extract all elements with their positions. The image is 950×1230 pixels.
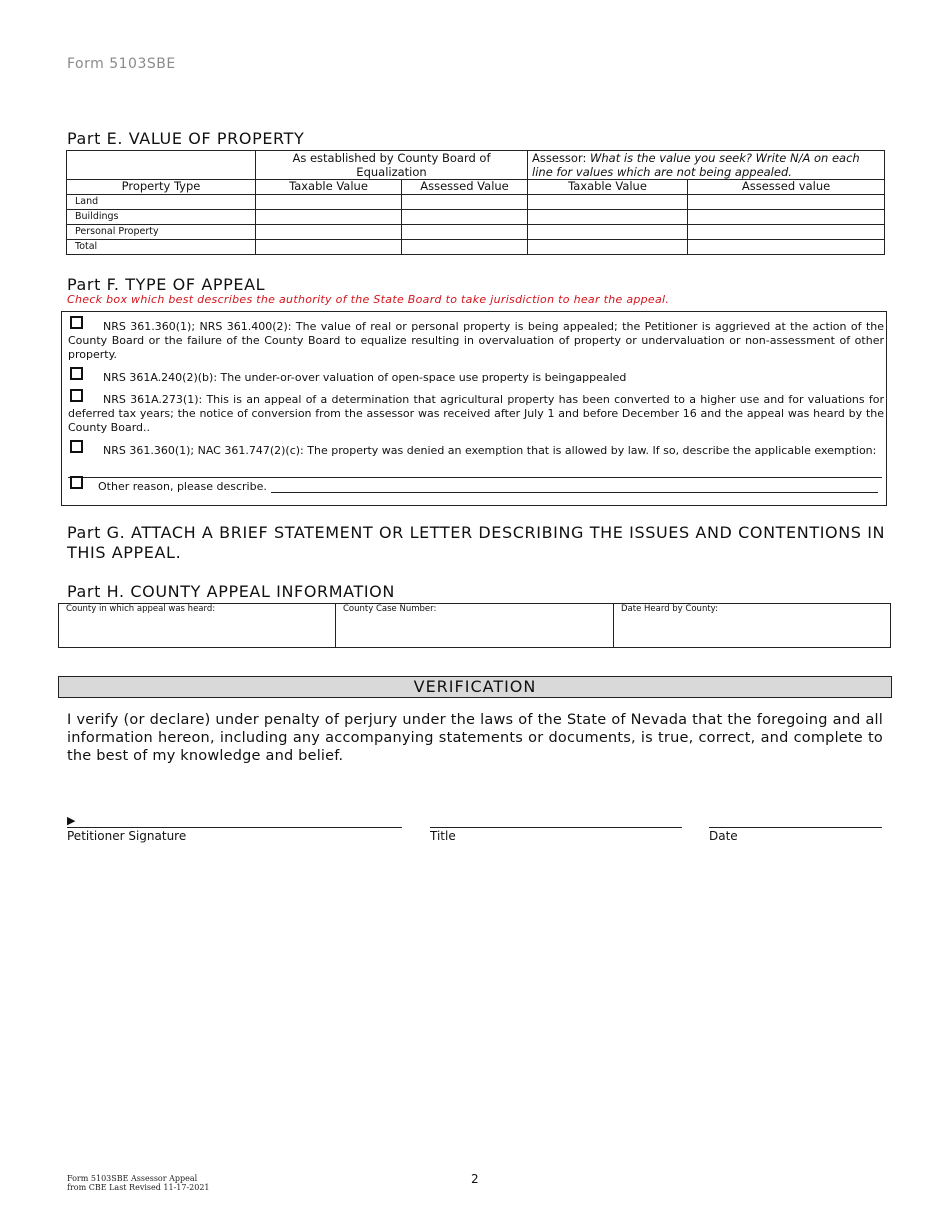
col-county-taxable: Taxable Value (256, 180, 402, 195)
value-cell[interactable] (402, 210, 528, 225)
row-label: Total (67, 240, 256, 255)
row-label: Buildings (67, 210, 256, 225)
col-county-assessed: Assessed Value (402, 180, 528, 195)
form-number: Form 5103SBE (67, 56, 176, 72)
county-case-number-label: County Case Number: (343, 604, 437, 614)
value-cell[interactable] (528, 195, 688, 210)
value-cell[interactable] (256, 225, 402, 240)
col-assessor-taxable: Taxable Value (528, 180, 688, 195)
county-appeal-info-table (58, 603, 891, 648)
value-cell[interactable] (402, 225, 528, 240)
value-cell[interactable] (688, 210, 885, 225)
footer-line-1: Form 5103SBE Assessor Appeal (67, 1174, 198, 1183)
county-case-number-field[interactable] (336, 604, 614, 647)
part-g-title: Part G. ATTACH A BRIEF STATEMENT OR LETTER DESCRIBING THE ISSUES AND CONTENTIONS IN THIS APPEAL. (67, 523, 886, 562)
county-heard-field[interactable] (59, 604, 336, 647)
table-row (67, 240, 885, 255)
title-label: Title (430, 829, 456, 843)
value-cell[interactable] (402, 240, 528, 255)
appeal-option-5: Other reason, please describe. (98, 480, 267, 493)
verification-heading: VERIFICATION (58, 676, 892, 698)
table-row (67, 210, 885, 225)
value-cell[interactable] (688, 225, 885, 240)
appeal-option-checkbox-5[interactable] (70, 476, 83, 489)
blank-header-cell (67, 151, 256, 180)
signature-arrow-icon: ▶ (67, 814, 76, 827)
appeal-option-2: NRS 361A.240(2)(b): The under-or-over valuation of open-space use property is beingappealed (103, 371, 627, 384)
table-row (67, 225, 885, 240)
value-cell[interactable] (528, 210, 688, 225)
value-cell[interactable] (528, 225, 688, 240)
page-number: 2 (471, 1172, 479, 1186)
date-heard-field[interactable] (614, 604, 890, 647)
value-cell[interactable] (688, 240, 885, 255)
part-h-title: Part H. COUNTY APPEAL INFORMATION (67, 582, 395, 601)
footer-form-info (67, 1174, 210, 1192)
part-e-title: Part E. VALUE OF PROPERTY (67, 129, 305, 148)
appeal-option-4: NRS 361.360(1); NAC 361.747(2)(c): The property was denied an exemption that is allowed by law. If so, describe the applicable exemption: (103, 444, 877, 457)
assessor-group-header (528, 151, 885, 180)
exemption-description-line[interactable] (68, 477, 882, 478)
property-value-table (66, 150, 885, 255)
value-cell[interactable] (256, 240, 402, 255)
appeal-option-1: NRS 361.360(1); NRS 361.400(2): The value of real or personal property is being appealed; the Petitioner is aggrieved at the action of the County Board or the failure of the County Board to equalize resulting in overvaluation of property or undervaluation or non-assessment of other property. (68, 320, 884, 361)
assessor-instruction: What is the value you seek? Write N/A on each line for values which are not being appealed. (532, 151, 860, 179)
verification-text: I verify (or declare) under penalty of perjury under the laws of the State of Nevada that the foregoing and all information hereon, including any accompanying statements or documents, is true, correct, and complete to the best of my knowledge and belief. (67, 712, 883, 764)
date-line[interactable] (709, 827, 882, 828)
assessor-prefix: Assessor: (532, 151, 591, 165)
date-label: Date (709, 829, 738, 843)
col-assessor-assessed: Assessed value (688, 180, 885, 195)
value-cell[interactable] (688, 195, 885, 210)
value-cell[interactable] (256, 210, 402, 225)
signature-line[interactable] (67, 827, 402, 828)
county-board-group-header: As established by County Board of Equalization (256, 151, 528, 180)
part-f-instruction: Check box which best describes the authority of the State Board to take jurisdiction to hear the appeal. (67, 293, 670, 306)
footer-line-2: from CBE Last Revised 11-17-2021 (67, 1183, 210, 1192)
county-heard-label: County in which appeal was heard: (66, 604, 216, 614)
value-cell[interactable] (402, 195, 528, 210)
value-cell[interactable] (528, 240, 688, 255)
signature-label: Petitioner Signature (67, 829, 187, 843)
appeal-option-checkbox-4[interactable] (70, 440, 83, 453)
title-line[interactable] (430, 827, 682, 828)
row-label: Personal Property (67, 225, 256, 240)
date-heard-label: Date Heard by County: (621, 604, 718, 614)
appeal-option-3: NRS 361A.273(1): This is an appeal of a determination that agricultural property has been converted to a higher use and for valuations for deferred tax years; the notice of conversion from the assessor was received after July 1 and before December 16 and the appeal was heard by the County Board.. (68, 393, 884, 434)
other-reason-line[interactable] (271, 492, 878, 493)
appeal-option-checkbox-2[interactable] (70, 367, 83, 380)
table-row (67, 195, 885, 210)
col-property-type: Property Type (67, 180, 256, 195)
value-cell[interactable] (256, 195, 402, 210)
row-label: Land (67, 195, 256, 210)
part-f-title: Part F. TYPE OF APPEAL (67, 275, 266, 294)
